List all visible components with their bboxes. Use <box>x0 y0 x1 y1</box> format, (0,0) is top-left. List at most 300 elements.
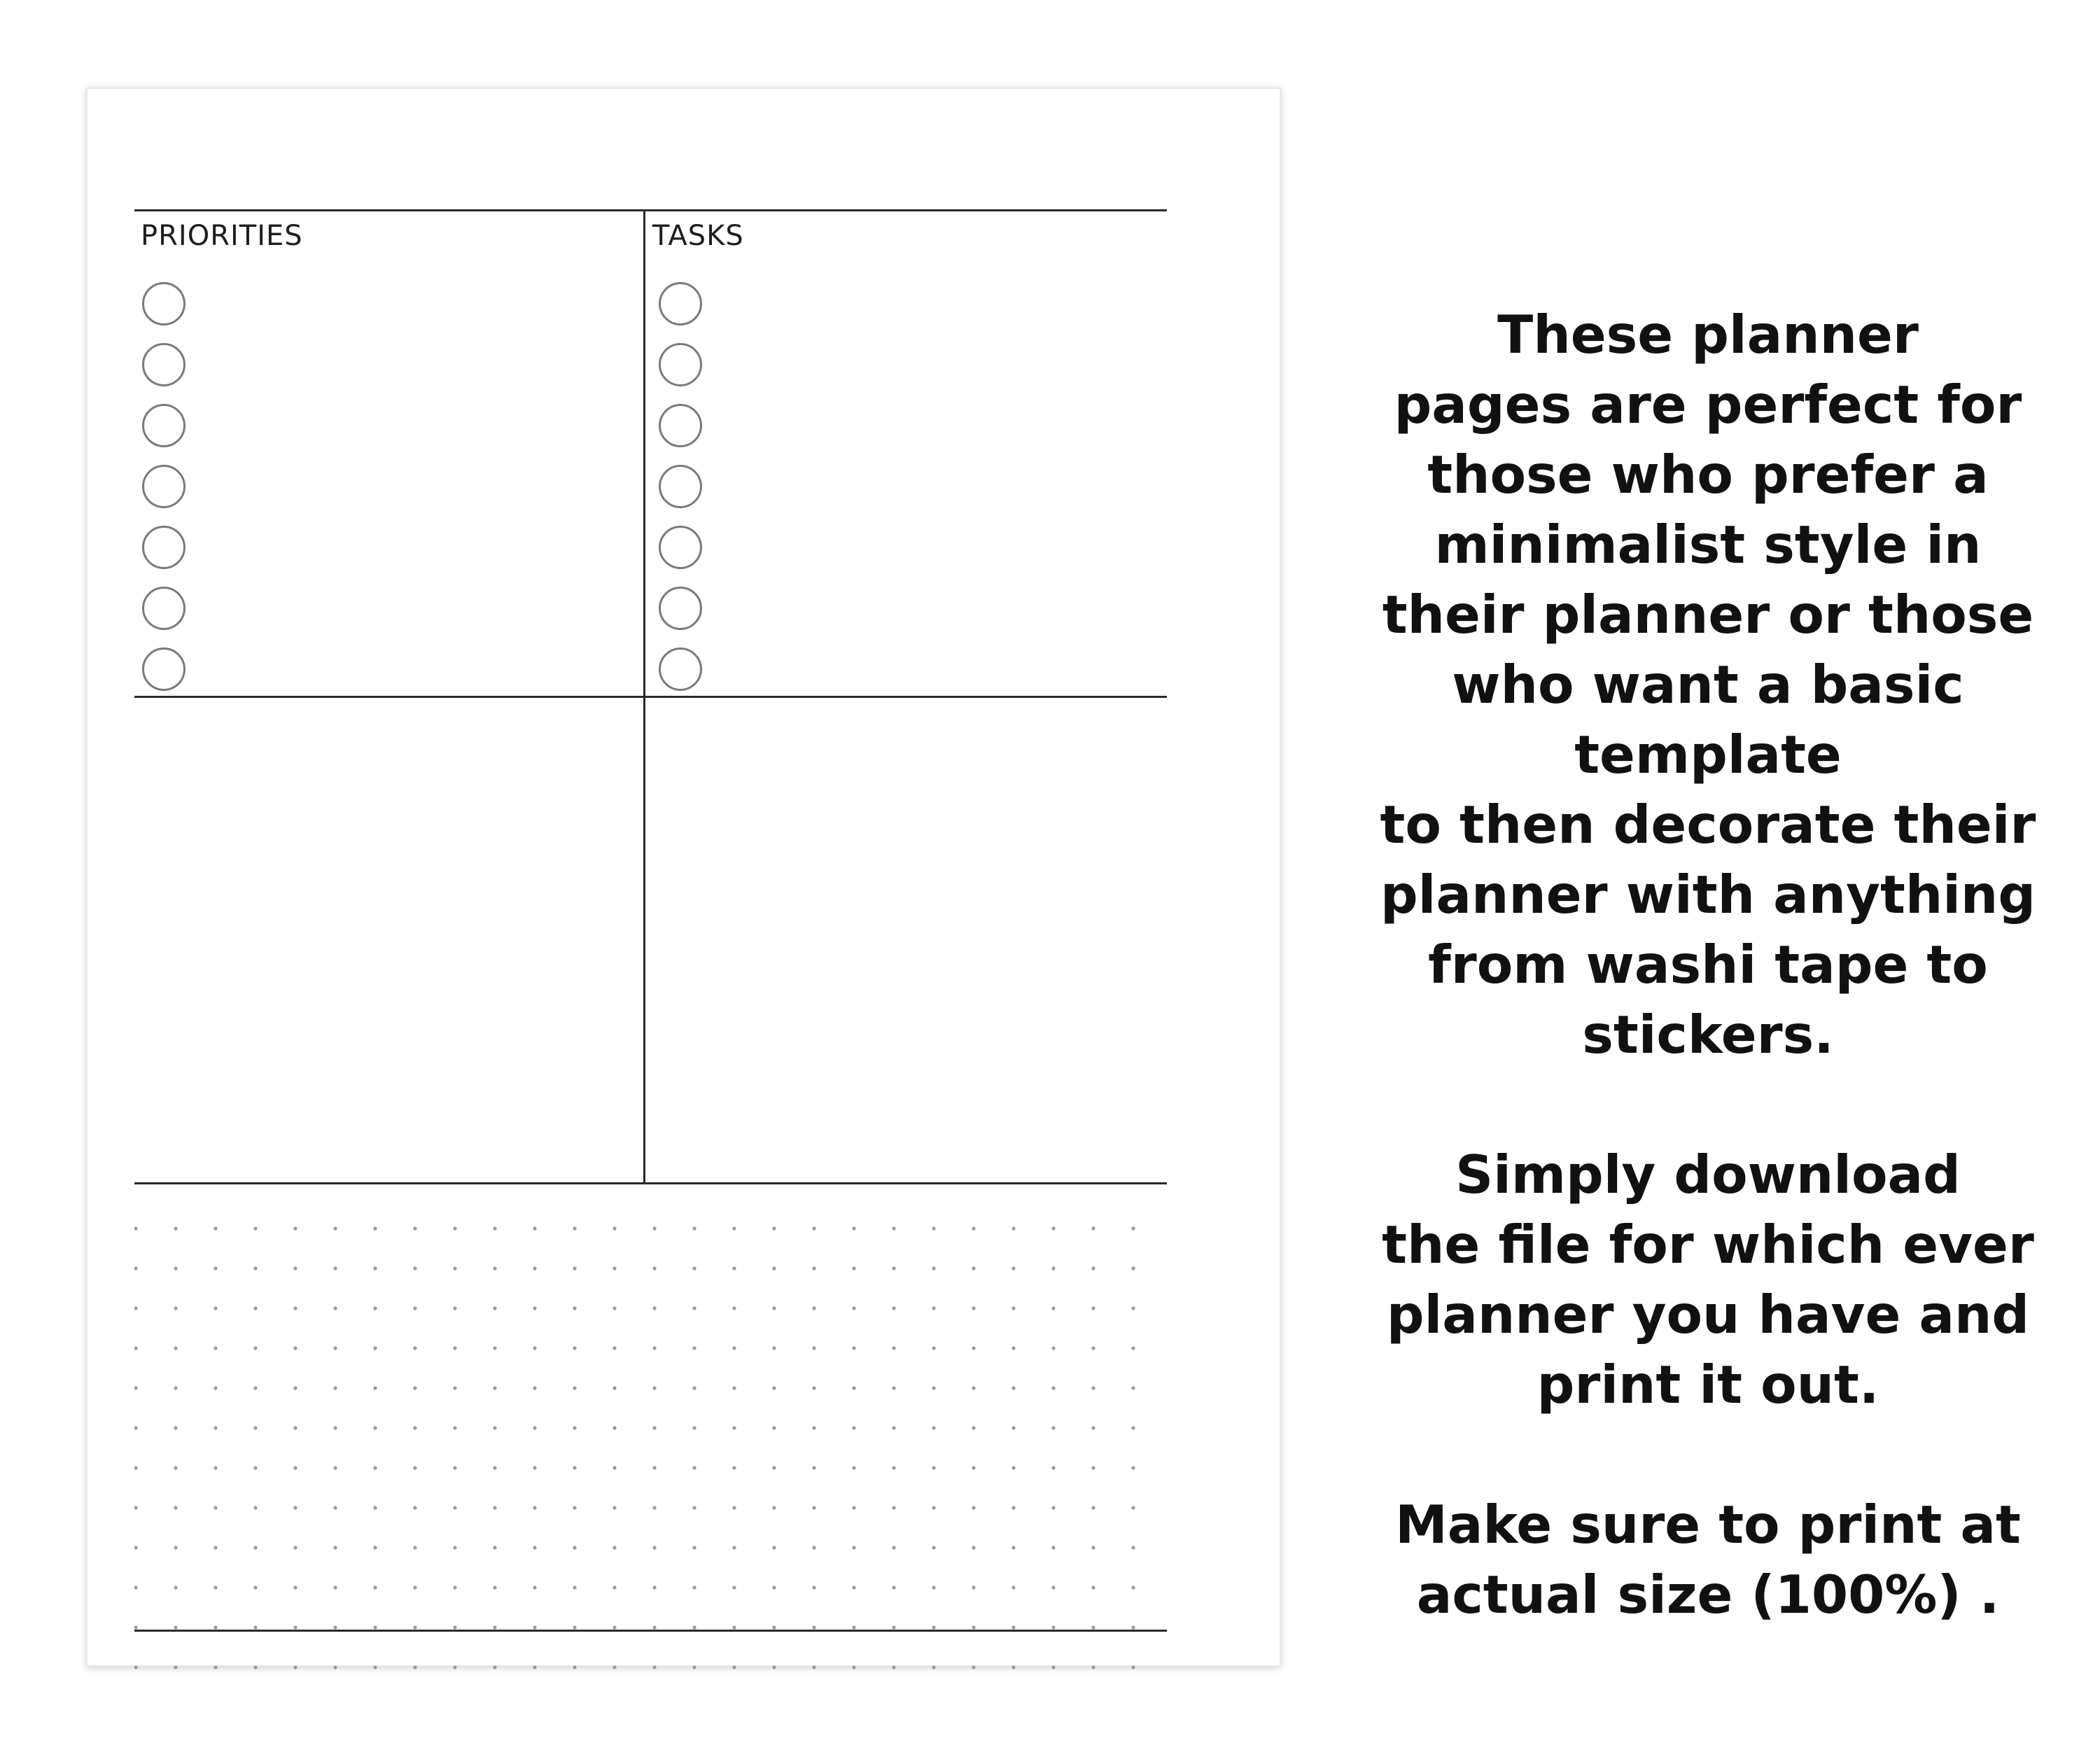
grid-dot <box>134 1586 138 1589</box>
grid-dot <box>214 1346 217 1350</box>
grid-dot <box>1091 1346 1095 1350</box>
grid-dot <box>174 1266 177 1270</box>
grid-dot <box>533 1306 536 1310</box>
grid-dot <box>1051 1346 1055 1350</box>
description-paragraph-download: Simply download the file for which ever planner you have and print it out. <box>1382 1144 2034 1415</box>
grid-dot <box>1051 1546 1055 1549</box>
grid-dot <box>413 1625 416 1629</box>
grid-dot <box>1051 1466 1055 1469</box>
grid-dot <box>652 1665 656 1669</box>
grid-dot <box>772 1386 776 1390</box>
grid-dot <box>612 1625 616 1629</box>
grid-dot <box>892 1346 895 1350</box>
grid-dot <box>453 1586 456 1589</box>
grid-dot <box>932 1306 935 1310</box>
grid-dot <box>892 1665 895 1669</box>
grid-dot <box>972 1506 975 1509</box>
grid-dot <box>214 1506 217 1509</box>
grid-dot <box>1051 1226 1055 1230</box>
task-checkbox-circle[interactable] <box>659 404 702 447</box>
product-description <box>1316 300 2100 1630</box>
grid-dot <box>573 1625 576 1629</box>
grid-dot <box>533 1546 536 1549</box>
grid-dot <box>453 1306 456 1310</box>
description-paragraph-intro: These planner pages are perfect for those who prefer a minimalist style in their planner or those who want a basic template to then decorate their planner with anything from washi tape to stickers. <box>1380 304 2036 1065</box>
grid-dot <box>692 1586 696 1589</box>
grid-dot <box>1051 1426 1055 1429</box>
grid-dot <box>972 1586 975 1589</box>
grid-dot <box>972 1665 975 1669</box>
grid-dot <box>293 1266 297 1270</box>
grid-dot <box>892 1226 895 1230</box>
grid-dot <box>1011 1306 1015 1310</box>
grid-dot <box>573 1346 576 1350</box>
grid-dot <box>812 1466 816 1469</box>
grid-dot <box>812 1226 816 1230</box>
grid-dot <box>972 1386 975 1390</box>
grid-dot <box>1011 1266 1015 1270</box>
grid-dot <box>772 1266 776 1270</box>
grid-dot <box>1011 1546 1015 1549</box>
grid-dot <box>373 1625 377 1629</box>
grid-dot <box>214 1426 217 1429</box>
grid-dot <box>253 1426 257 1429</box>
grid-dot <box>892 1546 895 1549</box>
grid-dot <box>413 1346 416 1350</box>
grid-dot <box>852 1546 855 1549</box>
grid-dot <box>253 1346 257 1350</box>
grid-dot <box>413 1506 416 1509</box>
grid-dot <box>134 1466 138 1469</box>
grid-dot <box>732 1226 736 1230</box>
grid-dot <box>533 1665 536 1669</box>
grid-dot <box>533 1346 536 1350</box>
grid-dot <box>134 1506 138 1509</box>
task-checkbox-circle[interactable] <box>659 648 702 691</box>
grid-dot <box>1011 1665 1015 1669</box>
grid-dot <box>174 1625 177 1629</box>
grid-dot <box>373 1306 377 1310</box>
grid-dot <box>1131 1346 1135 1350</box>
grid-dot <box>972 1346 975 1350</box>
grid-dot <box>174 1226 177 1230</box>
grid-dot <box>214 1546 217 1549</box>
grid-dot <box>692 1625 696 1629</box>
grid-dot <box>134 1226 138 1230</box>
grid-dot <box>692 1386 696 1390</box>
grid-dot <box>253 1306 257 1310</box>
priorities-heading: PRIORITIES <box>141 220 303 252</box>
grid-dot <box>1131 1266 1135 1270</box>
grid-dot <box>1051 1306 1055 1310</box>
grid-dot <box>772 1426 776 1429</box>
task-checkbox-circle[interactable] <box>659 343 702 386</box>
grid-dot <box>174 1665 177 1669</box>
grid-dot <box>493 1386 496 1390</box>
grid-dot <box>253 1546 257 1549</box>
priority-checkbox-circle[interactable] <box>142 648 186 691</box>
grid-dot <box>612 1665 616 1669</box>
grid-dot <box>772 1625 776 1629</box>
grid-dot <box>812 1386 816 1390</box>
grid-dot <box>1051 1665 1055 1669</box>
grid-dot <box>533 1266 536 1270</box>
grid-dot <box>333 1346 337 1350</box>
grid-dot <box>1091 1306 1095 1310</box>
grid-dot <box>493 1665 496 1669</box>
grid-dot <box>214 1306 217 1310</box>
grid-dot <box>333 1386 337 1390</box>
grid-dot <box>1011 1226 1015 1230</box>
tasks-checklist <box>659 282 702 708</box>
grid-dot <box>652 1306 656 1310</box>
grid-dot <box>293 1546 297 1549</box>
priority-checkbox-circle[interactable] <box>142 343 186 386</box>
grid-dot <box>852 1266 855 1270</box>
grid-dot <box>932 1386 935 1390</box>
grid-dot <box>373 1386 377 1390</box>
grid-dot <box>1091 1466 1095 1469</box>
grid-dot <box>453 1506 456 1509</box>
grid-dot <box>493 1506 496 1509</box>
grid-dot <box>612 1506 616 1509</box>
grid-dot <box>413 1226 416 1230</box>
grid-dot <box>612 1426 616 1429</box>
grid-dot <box>293 1426 297 1429</box>
grid-dot <box>134 1306 138 1310</box>
grid-dot <box>253 1625 257 1629</box>
grid-dot <box>852 1625 855 1629</box>
grid-dot <box>293 1306 297 1310</box>
grid-dot <box>892 1625 895 1629</box>
grid-dot <box>852 1306 855 1310</box>
grid-dot <box>892 1466 895 1469</box>
grid-dot <box>293 1665 297 1669</box>
grid-dot <box>932 1226 935 1230</box>
task-checkbox-circle[interactable] <box>659 587 702 630</box>
grid-dot <box>892 1266 895 1270</box>
grid-dot <box>293 1586 297 1589</box>
grid-dot <box>453 1426 456 1429</box>
grid-dot <box>1131 1586 1135 1589</box>
grid-dot <box>174 1426 177 1429</box>
grid-dot <box>253 1586 257 1589</box>
grid-dot <box>453 1346 456 1350</box>
grid-dot <box>1011 1346 1015 1350</box>
grid-dot <box>573 1466 576 1469</box>
grid-dot <box>652 1466 656 1469</box>
grid-dot <box>652 1546 656 1549</box>
grid-dot <box>493 1226 496 1230</box>
grid-dot <box>293 1625 297 1629</box>
grid-dot <box>373 1665 377 1669</box>
grid-dot <box>573 1226 576 1230</box>
grid-dot <box>852 1506 855 1509</box>
grid-dot <box>772 1586 776 1589</box>
grid-dot <box>293 1466 297 1469</box>
grid-dot <box>692 1346 696 1350</box>
grid-dot <box>214 1665 217 1669</box>
grid-dot <box>573 1546 576 1549</box>
grid-dot <box>134 1625 138 1629</box>
grid-dot <box>652 1266 656 1270</box>
dot-grid-notes-area <box>134 1209 1167 1685</box>
grid-dot <box>972 1466 975 1469</box>
grid-dot <box>732 1506 736 1509</box>
grid-dot <box>453 1266 456 1270</box>
grid-dot <box>1091 1586 1095 1589</box>
grid-dot <box>732 1266 736 1270</box>
grid-dot <box>1011 1466 1015 1469</box>
grid-dot <box>1091 1546 1095 1549</box>
grid-dot <box>812 1506 816 1509</box>
grid-dot <box>373 1266 377 1270</box>
grid-dot <box>413 1266 416 1270</box>
grid-dot <box>1051 1506 1055 1509</box>
task-checkbox-circle[interactable] <box>659 465 702 508</box>
grid-dot <box>253 1386 257 1390</box>
grid-dot <box>692 1466 696 1469</box>
grid-dot <box>333 1266 337 1270</box>
grid-dot <box>453 1226 456 1230</box>
task-checkbox-circle[interactable] <box>659 282 702 326</box>
grid-dot <box>453 1665 456 1669</box>
grid-dot <box>533 1226 536 1230</box>
grid-dot <box>1091 1266 1095 1270</box>
grid-dot <box>1131 1226 1135 1230</box>
grid-dot <box>1051 1625 1055 1629</box>
grid-dot <box>892 1586 895 1589</box>
grid-dot <box>453 1386 456 1390</box>
grid-dot <box>333 1506 337 1509</box>
grid-dot <box>812 1586 816 1589</box>
grid-dot <box>692 1226 696 1230</box>
grid-dot <box>333 1665 337 1669</box>
grid-dot <box>652 1506 656 1509</box>
grid-dot <box>134 1346 138 1350</box>
grid-dot <box>174 1586 177 1589</box>
grid-dot <box>1131 1466 1135 1469</box>
grid-dot <box>932 1346 935 1350</box>
grid-dot <box>573 1426 576 1429</box>
grid-dot <box>533 1386 536 1390</box>
grid-dot <box>932 1586 935 1589</box>
grid-dot <box>892 1426 895 1429</box>
grid-dot <box>373 1586 377 1589</box>
grid-dot <box>732 1386 736 1390</box>
grid-dot <box>852 1386 855 1390</box>
grid-dot <box>612 1386 616 1390</box>
grid-dot <box>652 1426 656 1429</box>
grid-dot <box>852 1466 855 1469</box>
grid-dot <box>134 1546 138 1549</box>
task-checkbox-circle[interactable] <box>659 526 702 569</box>
grid-dot <box>1011 1426 1015 1429</box>
grid-dot <box>533 1586 536 1589</box>
grid-dot <box>732 1306 736 1310</box>
grid-dot <box>972 1306 975 1310</box>
top-divider-line <box>134 209 1167 211</box>
grid-dot <box>812 1665 816 1669</box>
grid-dot <box>533 1506 536 1509</box>
grid-dot <box>413 1665 416 1669</box>
grid-dot <box>732 1466 736 1469</box>
grid-dot <box>493 1426 496 1429</box>
grid-dot <box>652 1586 656 1589</box>
grid-dot <box>1131 1386 1135 1390</box>
grid-dot <box>1091 1426 1095 1429</box>
grid-dot <box>1091 1226 1095 1230</box>
grid-dot <box>214 1266 217 1270</box>
grid-dot <box>174 1546 177 1549</box>
grid-dot <box>174 1466 177 1469</box>
grid-dot <box>692 1266 696 1270</box>
middle-divider-line <box>134 696 1167 698</box>
grid-dot <box>932 1266 935 1270</box>
grid-dot <box>932 1546 935 1549</box>
grid-dot <box>174 1506 177 1509</box>
grid-dot <box>573 1665 576 1669</box>
grid-dot <box>493 1346 496 1350</box>
grid-dot <box>972 1625 975 1629</box>
grid-dot <box>1091 1386 1095 1390</box>
grid-dot <box>373 1346 377 1350</box>
grid-dot <box>373 1466 377 1469</box>
lower-divider-line <box>134 1182 1167 1184</box>
grid-dot <box>892 1306 895 1310</box>
grid-dot <box>932 1426 935 1429</box>
grid-dot <box>692 1546 696 1549</box>
grid-dot <box>812 1266 816 1270</box>
grid-dot <box>1011 1586 1015 1589</box>
grid-dot <box>892 1386 895 1390</box>
grid-dot <box>453 1625 456 1629</box>
grid-dot <box>493 1625 496 1629</box>
grid-dot <box>573 1306 576 1310</box>
grid-dot <box>573 1266 576 1270</box>
grid-dot <box>732 1586 736 1589</box>
grid-dot <box>134 1386 138 1390</box>
grid-dot <box>333 1546 337 1549</box>
grid-dot <box>692 1506 696 1509</box>
grid-dot <box>612 1346 616 1350</box>
grid-dot <box>373 1226 377 1230</box>
grid-dot <box>533 1625 536 1629</box>
grid-dot <box>1051 1386 1055 1390</box>
grid-dot <box>1131 1506 1135 1509</box>
grid-dot <box>1051 1586 1055 1589</box>
grid-dot <box>333 1226 337 1230</box>
grid-dot <box>612 1466 616 1469</box>
grid-dot <box>333 1426 337 1429</box>
grid-dot <box>533 1466 536 1469</box>
dot-grid-svg <box>134 1209 1167 1685</box>
grid-dot <box>453 1466 456 1469</box>
priorities-checklist <box>142 282 186 708</box>
grid-dot <box>1131 1625 1135 1629</box>
grid-dot <box>972 1426 975 1429</box>
grid-dot <box>852 1226 855 1230</box>
grid-dot <box>1011 1386 1015 1390</box>
priority-checkbox-circle[interactable] <box>142 404 186 447</box>
grid-dot <box>972 1226 975 1230</box>
grid-dot <box>373 1426 377 1429</box>
grid-dot <box>293 1226 297 1230</box>
grid-dot <box>1011 1625 1015 1629</box>
grid-dot <box>413 1546 416 1549</box>
priority-checkbox-circle[interactable] <box>142 587 186 630</box>
grid-dot <box>214 1625 217 1629</box>
grid-dot <box>652 1386 656 1390</box>
grid-dot <box>612 1546 616 1549</box>
grid-dot <box>174 1306 177 1310</box>
grid-dot <box>692 1306 696 1310</box>
grid-dot <box>493 1266 496 1270</box>
grid-dot <box>812 1306 816 1310</box>
grid-dot <box>932 1466 935 1469</box>
grid-dot <box>772 1346 776 1350</box>
grid-dot <box>772 1665 776 1669</box>
grid-dot <box>253 1466 257 1469</box>
grid-dot <box>493 1586 496 1589</box>
grid-dot <box>333 1625 337 1629</box>
grid-dot <box>852 1665 855 1669</box>
grid-dot <box>293 1346 297 1350</box>
grid-dot <box>214 1466 217 1469</box>
priority-checkbox-circle[interactable] <box>142 465 186 508</box>
grid-dot <box>892 1506 895 1509</box>
grid-dot <box>1131 1306 1135 1310</box>
grid-dot <box>253 1665 257 1669</box>
grid-dot <box>732 1665 736 1669</box>
grid-dot <box>852 1586 855 1589</box>
grid-dot <box>972 1266 975 1270</box>
grid-dot <box>174 1346 177 1350</box>
grid-dot <box>493 1546 496 1549</box>
grid-dot <box>772 1226 776 1230</box>
grid-dot <box>134 1426 138 1429</box>
grid-dot <box>453 1546 456 1549</box>
grid-dot <box>772 1466 776 1469</box>
grid-dot <box>293 1506 297 1509</box>
grid-dot <box>692 1665 696 1669</box>
grid-dot <box>972 1546 975 1549</box>
grid-dot <box>732 1546 736 1549</box>
grid-dot <box>932 1506 935 1509</box>
grid-dot <box>413 1426 416 1429</box>
grid-dot <box>573 1586 576 1589</box>
grid-dot <box>413 1586 416 1589</box>
grid-dot <box>373 1506 377 1509</box>
grid-dot <box>1051 1266 1055 1270</box>
grid-dot <box>812 1625 816 1629</box>
grid-dot <box>812 1426 816 1429</box>
grid-dot <box>214 1586 217 1589</box>
grid-dot <box>772 1306 776 1310</box>
description-paragraph-print-size: Make sure to print at actual size (100%) . <box>1395 1494 2021 1625</box>
grid-dot <box>772 1506 776 1509</box>
grid-dot <box>1131 1546 1135 1549</box>
grid-dot <box>174 1386 177 1390</box>
priority-checkbox-circle[interactable] <box>142 282 186 326</box>
grid-dot <box>1091 1625 1095 1629</box>
grid-dot <box>852 1426 855 1429</box>
grid-dot <box>413 1386 416 1390</box>
grid-dot <box>134 1665 138 1669</box>
grid-dot <box>573 1506 576 1509</box>
grid-dot <box>253 1226 257 1230</box>
priority-checkbox-circle[interactable] <box>142 526 186 569</box>
